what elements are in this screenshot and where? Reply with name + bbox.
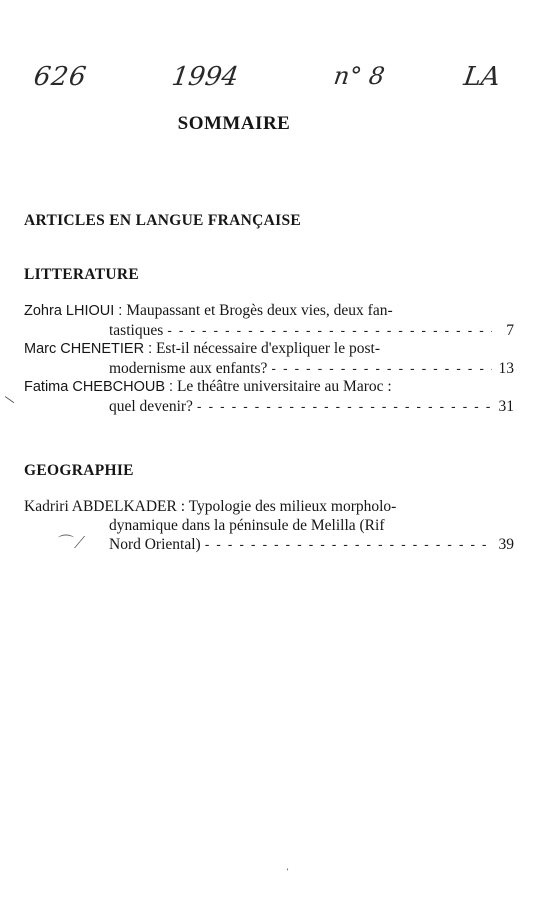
entry-author: Fatima CHEBCHOUB : bbox=[24, 379, 174, 395]
handwritten-note-code: LA bbox=[461, 62, 503, 92]
entry-title-line1: Typologie des milieux morpholo- bbox=[188, 498, 397, 515]
section-heading-articles: ARTICLES EN LANGUE FRANÇAISE bbox=[24, 212, 302, 229]
handwritten-note-year: 1994 bbox=[169, 62, 241, 92]
entry-title-line2: quel devenir? bbox=[109, 398, 193, 415]
handwritten-note-1: 626 bbox=[31, 62, 89, 92]
toc-entry bbox=[24, 497, 514, 554]
entry-author: Zohra LHIOUI : bbox=[24, 303, 123, 319]
section-heading-litterature: LITTERATURE bbox=[24, 266, 139, 283]
stray-mark: ʼ bbox=[286, 868, 289, 878]
toc-entry bbox=[24, 301, 514, 340]
page-title: SOMMAIRE bbox=[177, 113, 291, 134]
entry-page-number: 7 bbox=[506, 322, 514, 339]
entry-title-line2: modernisme aux enfants? bbox=[109, 360, 268, 377]
entry-title-line2: dynamique dans la péninsule de Melilla (Rif bbox=[109, 517, 385, 534]
leader-dashes bbox=[167, 321, 492, 340]
entry-page-number: 39 bbox=[498, 536, 514, 553]
stray-mark: — bbox=[1, 389, 19, 409]
entry-title-line2: tastiques bbox=[109, 322, 164, 339]
entry-page-number: 13 bbox=[498, 360, 514, 377]
entry-page-number: 31 bbox=[498, 398, 514, 415]
toc-entry bbox=[24, 339, 514, 378]
entry-title-line1: Le théâtre universitaire au Maroc : bbox=[176, 378, 392, 395]
entry-title-line1: Est-il nécessaire d'expliquer le post- bbox=[155, 340, 380, 357]
leader-dashes bbox=[197, 397, 492, 416]
handwritten-note-issue: n° 8 bbox=[332, 62, 387, 90]
stray-mark: ⌒⟋ bbox=[58, 533, 86, 552]
section-heading-geographie: GEOGRAPHIE bbox=[24, 462, 134, 479]
toc-entry bbox=[24, 377, 514, 416]
entry-author: Marc CHENETIER : bbox=[24, 341, 153, 357]
entry-author: Kadriri ABDELKADER : bbox=[24, 498, 186, 515]
leader-dashes bbox=[271, 359, 492, 378]
leader-dashes bbox=[205, 535, 492, 554]
entry-title-line3: Nord Oriental) bbox=[109, 536, 201, 553]
entry-title-line1: Maupassant et Brogès deux vies, deux fan- bbox=[126, 302, 393, 319]
